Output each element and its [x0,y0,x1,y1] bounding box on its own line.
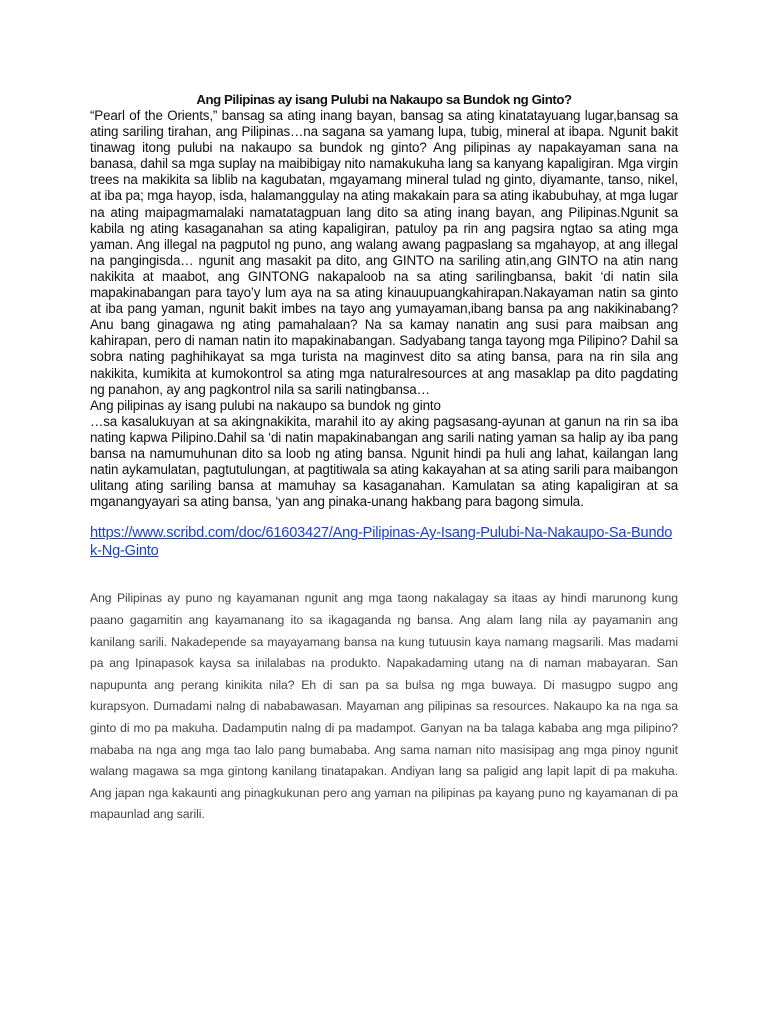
essay-body [90,108,678,510]
paragraph-1: “Pearl of the Orients,” bansag sa ating inang bayan, bansag sa ating kinatatayuang lugar,bansag sa ating sariling tirahan, ang Pilipinas…na sagana sa yamang lupa, tubig, mineral at ibapa. Ngunit bakit tinawag itong pulubi na nakaupo sa bundok ng ginto? Ang pilipinas ay napakayaman sana na banasa, dahil sa mga suplay na maibibigay nito namakukuha lang sa kanyang kapaligiran. Mga virgin trees na makikita sa liblib na kagubatan, mgayamang mineral tulad ng ginto, diyamante, tanso, nikel, at iba pa; mga hayop, isda, halamanggulay na ating makakain para sa ating ikabubuhay, at mga lugar na ating maipagmamalaki namatatagpuan lang dito sa ating inang bayan, ang Pilipinas.Ngunit sa kabila ng ating kasaganahan sa ating kapaligiran, patuloy pa rin ang pagsira ngtao sa ating mga yaman. Ang illegal na pagputol ng puno, ang walang awang pagpaslang sa mgahayop, at ang illegal na pangingisda… ngunit ang masakit pa dito, ang GINTO na sariling atin,ang GINTO na atin nang nakikita at maabot, ang GINTONG nakapaloob na sa ating sarilingbansa, bakit ‘di natin sila mapakinabangan para tayo’y lum aya na sa ating kinauupuangkahirapan.Nakayaman natin sa ginto at iba pang yaman, ngunit bakit imbes na tayo ang yumayaman,ibang bansa pa ang nakikinabang? Anu bang ginagawa ng ating pamahalaan? Na sa kamay nanatin ang susi para maibsan ang kahirapan, pero di naman natin ito mapakinabangan. Sadyabang tanga tayong mga Pilipino? Dahil sa sobra nating paghihikayat sa mga turista na maginvest dito sa ating bansa, para na rin sila ang nakikita, kumikita at kumokontrol sa ating mga naturalresources at ang masaklap pa dito pagdating ng panahon, ay ang pagkontrol nila sa sarili natingbansa… [90,108,678,397]
document-page [90,92,678,838]
paragraph-2: …sa kasalukuyan at sa akingnakikita, marahil ito ay aking pagsasang-ayunan at ganun na rin sa iba nating kapwa Pilipino.Dahil sa ‘di natin mapakinabangan ang sarili nating yaman sa halip ay iba pang bansa na namumuhunan dito sa loob ng ating bansa. Ngunit hindi pa huli ang lahat, kailangan lang natin aykamulatan, pagtutulungan, at pagtitiwala sa ating kakayahan at sa ating sarili para maibangon ulitang ating sariling bansa at mamuhay sa kasaganahan. Kamulatan sa ating kapaligiran at sa mganangyayari sa ating bansa, ‘yan ang pinaka-unang hakbang para bagong simula. [90,413,678,510]
source-link[interactable]: https://www.scribd.com/doc/61603427/Ang-Pilipinas-Ay-Isang-Pulubi-Na-Nakaupo-Sa-Bundok-Ng-Ginto [90,525,673,560]
subtitle-line: Ang pilipinas ay isang pulubi na nakaupo sa bundok ng ginto [90,397,441,413]
paragraph-3: Ang Pilipinas ay puno ng kayamanan ngunit ang mga taong nakalagay sa itaas ay hindi marunong kung paano gagamitin ang kayamanang ito sa ikagaganda ng bansa. Ang alam lang nila ay payamanin ang kanilang sarili. Nakadepende sa mayayamang bansa na kung tutuusin kaya namang magsarili. Mas madami pa ang Ipinapasok kaysa sa inilalabas na produkto. Napakadaming utang na di naman mabayaran. San napupunta ang perang kinikita nila? Eh di san pa sa bulsa ng mga buwaya. Di masugpo sugpo ang kurapsyon. Dumadami nalng di nababawasan. Mayaman ang pilipinas sa resources. Nakaupo ka na nga sa ginto di mo pa makuha. Dadamputin nalng di pa madampot. Ganyan na ba talaga kababa ang mga pilipino? mababa na nga ang mga tao lalo pang bumababa. Ang sama naman nito masisipag ang mga pinoy ngunit walang magawa sa mga gintong kanilang tinatapakan. Andiyan lang sa paligid ang lapit lapit di pa makuha. Ang japan nga kakaunti ang pinagkukunan pero ang yaman na pilipinas pa kayang puno ng kayamanan di pa mapaunlad ang sarili. [90,591,678,822]
document-title: Ang Pilipinas ay isang Pulubi na Nakaupo sa Bundok ng Ginto? [196,92,572,107]
